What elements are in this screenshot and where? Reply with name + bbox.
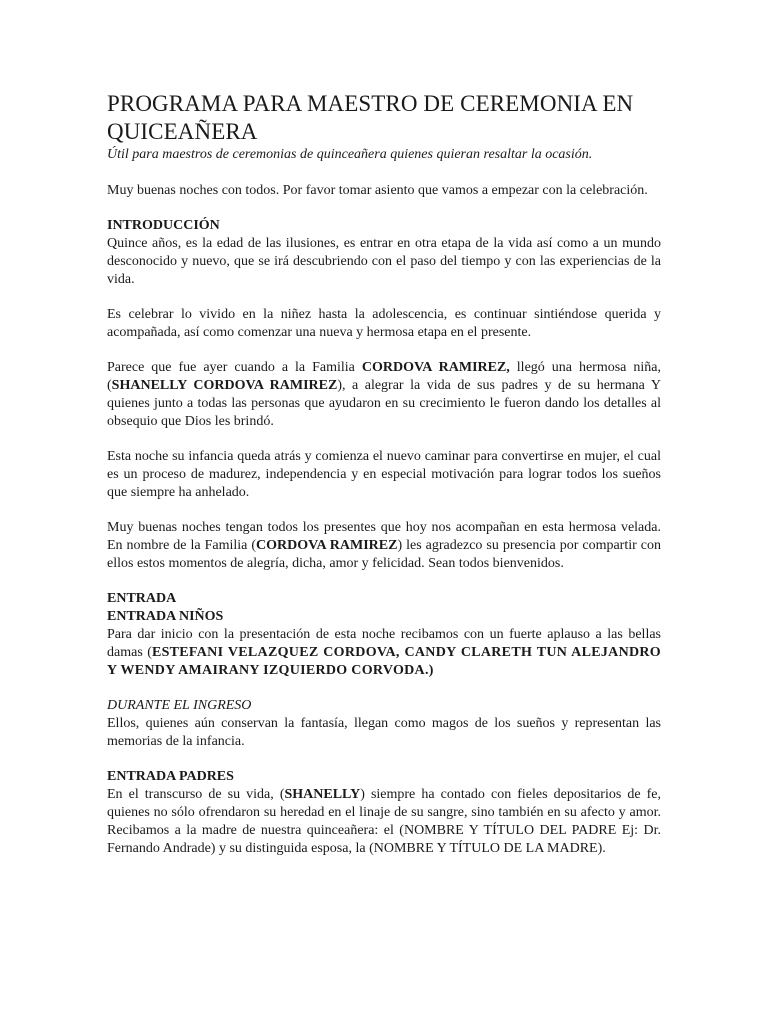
intro-paragraph-2: Es celebrar lo vivido en la niñez hasta la adolescencia, es continuar sintiéndose querida y acompañada, así como comenzar una nueva y hermosa etapa en el presente. bbox=[107, 307, 661, 340]
ninos-paragraph: Para dar inicio con la presentación de esta noche recibamos con un fuerte aplauso a las bellas damas (ESTEFANI VELAZQUEZ CORDOVA, CANDY CLARETH TUN ALEJANDRO Y WENDY AMAIRANY IZQUIERDO CORVODA.) bbox=[107, 627, 661, 678]
welcome-paragraph: Muy buenas noches con todos. Por favor tomar asiento que vamos a empezar con la celebración. bbox=[107, 183, 648, 198]
durante-ingreso-heading: DURANTE EL INGRESO bbox=[107, 698, 252, 713]
document-body bbox=[107, 90, 661, 858]
page-title: PROGRAMA PARA MAESTRO DE CEREMONIA EN QUICEAÑERA bbox=[107, 91, 634, 144]
damas-names: ESTEFANI VELAZQUEZ CORDOVA, CANDY CLARETH TUN ALEJANDRO Y WENDY AMAIRANY IZQUIERDO CORVODA.) bbox=[107, 645, 661, 678]
entrada-ninos-heading: ENTRADA NIÑOS bbox=[107, 609, 224, 624]
introduction-heading: INTRODUCCIÓN bbox=[107, 218, 220, 233]
entrada-padres-heading: ENTRADA PADRES bbox=[107, 769, 234, 784]
padres-paragraph: En el transcurso de su vida, (SHANELLY) siempre ha contado con fieles depositarios de fe, quienes no sólo ofrendaron su heredad en el linaje de su sangre, sino también en su afecto y amor. Recibamos a la madre de nuestra quinceañera: el (NOMBRE Y TÍTULO DEL PADRE Ej: Dr. Fernando Andrade) y su distinguida esposa, la (NOMBRE Y TÍTULO DE LA MADRE). bbox=[107, 787, 661, 856]
durante-paragraph: Ellos, quienes aún conservan la fantasía, llegan como magos de los sueños y representan las memorias de la infancia. bbox=[107, 716, 661, 749]
family-name: CORDOVA RAMIREZ, bbox=[361, 360, 510, 375]
quinceanera-name: SHANELLY bbox=[284, 787, 361, 802]
intro-paragraph-5: Muy buenas noches tengan todos los presentes que hoy nos acompañan en esta hermosa velada. En nombre de la Familia (CORDOVA RAMIREZ) les agradezco su presencia por compartir con ellos estos momentos de alegría, dicha, amor y felicidad. Sean todos bienvenidos. bbox=[107, 520, 661, 571]
family-name: CORDOVA RAMIREZ bbox=[256, 538, 398, 553]
quinceanera-name: SHANELLY CORDOVA RAMIREZ bbox=[111, 378, 338, 393]
intro-paragraph-3: Parece que fue ayer cuando a la Familia CORDOVA RAMIREZ, llegó una hermosa niña, (SHANELLY CORDOVA RAMIREZ), a alegrar la vida de sus padres y de su hermana Y quienes junto a todas las personas que ayudaron en su crecimiento le fueron dando los detalles al obsequio que Dios les brindó. bbox=[107, 360, 661, 429]
intro-paragraph-4: Esta noche su infancia queda atrás y comienza el nuevo caminar para convertirse en mujer, el cual es un proceso de madurez, independencia y en especial motivación para lograr todos los sueños que siempre ha anhelado. bbox=[107, 449, 661, 500]
entrada-heading: ENTRADA bbox=[107, 591, 177, 606]
intro-paragraph-1: Quince años, es la edad de las ilusiones, es entrar en otra etapa de la vida así como a un mundo desconocido y nuevo, que se irá descubriendo con el paso del tiempo y con las experiencias de la vida. bbox=[107, 236, 661, 287]
page-subtitle: Útil para maestros de ceremonias de quinceañera quienes quieran resaltar la ocasión. bbox=[107, 147, 593, 162]
